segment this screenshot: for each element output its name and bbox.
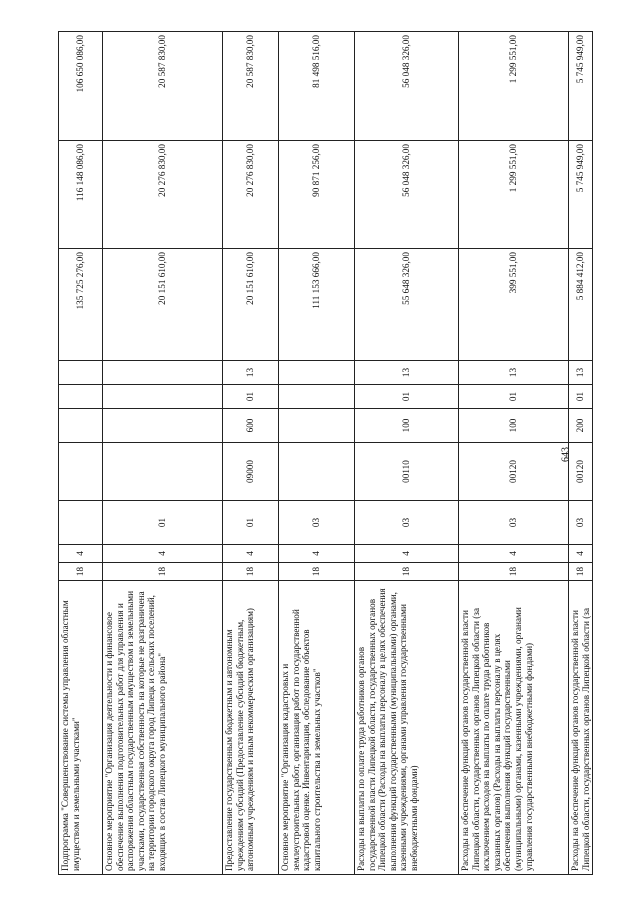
cell-amount-1: 111 153 666,00	[279, 249, 355, 361]
cell-amount-3: 20 587 830,00	[223, 32, 279, 141]
cell-code-f: 01	[355, 385, 459, 409]
table-row	[279, 32, 355, 875]
cell-code-g	[103, 361, 223, 385]
cell-amount-3: 56 048 326,00	[355, 32, 459, 141]
cell-code-c: 03	[569, 501, 593, 545]
cell-amount-2: 20 276 830,00	[103, 141, 223, 249]
cell-code-d: 00120	[459, 443, 569, 501]
cell-code-g: 13	[355, 361, 459, 385]
cell-code-a: 18	[459, 563, 569, 581]
cell-code-a: 18	[569, 563, 593, 581]
cell-code-c: 03	[355, 501, 459, 545]
cell-code-e: 600	[223, 409, 279, 443]
cell-code-a: 18	[223, 563, 279, 581]
table-viewport	[58, 32, 591, 875]
cell-code-e	[59, 409, 103, 443]
cell-amount-1: 399 551,00	[459, 249, 569, 361]
cell-amount-3: 106 650 086,00	[59, 32, 103, 141]
table-row	[59, 32, 103, 875]
cell-amount-2: 56 048 326,00	[355, 141, 459, 249]
cell-code-e: 100	[459, 409, 569, 443]
cell-code-e: 100	[355, 409, 459, 443]
cell-code-f	[103, 385, 223, 409]
cell-code-g: 13	[223, 361, 279, 385]
cell-amount-3: 1 299 551,00	[459, 32, 569, 141]
cell-code-d	[103, 443, 223, 501]
cell-amount-3: 5 745 949,00	[569, 32, 593, 141]
cell-code-c: 01	[223, 501, 279, 545]
cell-code-f: 01	[569, 385, 593, 409]
cell-code-f: 01	[223, 385, 279, 409]
cell-amount-1: 135 725 276,00	[59, 249, 103, 361]
cell-code-f: 01	[459, 385, 569, 409]
budget-table-rotated	[58, 32, 591, 875]
cell-code-b: 4	[59, 545, 103, 563]
cell-code-d: 09000	[223, 443, 279, 501]
cell-code-d	[59, 443, 103, 501]
cell-code-e	[279, 409, 355, 443]
row-name: Подпрограмма "Совершенствование системы управления областным имуществом и земельными участками"	[59, 581, 103, 875]
cell-code-b: 4	[459, 545, 569, 563]
cell-code-b: 4	[569, 545, 593, 563]
cell-amount-3: 81 498 516,00	[279, 32, 355, 141]
cell-code-c: 03	[459, 501, 569, 545]
cell-amount-2: 20 276 830,00	[223, 141, 279, 249]
cell-amount-2: 5 745 949,00	[569, 141, 593, 249]
cell-code-a: 18	[279, 563, 355, 581]
cell-amount-2: 116 148 086,00	[59, 141, 103, 249]
table-row	[355, 32, 459, 875]
cell-amount-1: 55 648 326,00	[355, 249, 459, 361]
cell-code-e	[103, 409, 223, 443]
cell-code-a: 18	[59, 563, 103, 581]
table-row	[569, 32, 593, 875]
cell-amount-1: 20 151 610,00	[223, 249, 279, 361]
cell-amount-2: 1 299 551,00	[459, 141, 569, 249]
table-row	[223, 32, 279, 875]
row-name: Расходы на выплаты по оплате труда работников органов государственной власти Липецкой области, государственных органов Липецкой области (Расходы на выплаты персоналу в целях обеспечения выполнения функций государственными (муниципальными) органами, казенными учреждениями, органами управления государственными внебюджетными фондами)	[355, 581, 459, 875]
cell-code-b: 4	[103, 545, 223, 563]
cell-code-b: 4	[279, 545, 355, 563]
cell-code-g: 13	[459, 361, 569, 385]
cell-amount-2: 90 871 256,00	[279, 141, 355, 249]
row-name: Предоставление государственным бюджетным и автономным учреждениям субсидий (Предоставление субсидий бюджетным, автономным учреждениям и иным некоммерческим организациям)	[223, 581, 279, 875]
cell-code-g	[279, 361, 355, 385]
row-name: Основное мероприятие "Организация деятельности и финансовое обеспечение выполнения подготовительных работ для управления и распоряжения областным государственным имуществом и земельными участками, государственная собственность на которые не разграничена на территории городского округа город Липецк и сельских поселений, входящих в состав Липецкого муниципального района"	[103, 581, 223, 875]
cell-amount-1: 20 151 610,00	[103, 249, 223, 361]
cell-code-c	[59, 501, 103, 545]
cell-amount-3: 20 587 830,00	[103, 32, 223, 141]
row-name: Расходы на обеспечение функций органов государственной власти Липецкой области, государственных органов Липецкой области (за исключением расходов на выплаты по оплате труда работников указанных органов) (Расходы на выплаты персоналу в целях обеспечения выполнения функций государственными (муниципальными) органами, казенными учреждениями, органами управления государственными внебюджетными фондами)	[459, 581, 569, 875]
table-row	[103, 32, 223, 875]
cell-code-a: 18	[355, 563, 459, 581]
row-name: Расходы на обеспечение функций органов государственной власти Липецкой области, государственных органов Липецкой области (за	[569, 581, 593, 875]
cell-code-f	[59, 385, 103, 409]
cell-code-f	[279, 385, 355, 409]
cell-code-d: 00120	[569, 443, 593, 501]
row-name: Основное мероприятие "Организация кадастровых и землеустроительных работ, организация работ по государственной кадастровой оценке. Инвентаризация, обследование объектов капитального строительства и земельных участков"	[279, 581, 355, 875]
cell-code-c: 03	[279, 501, 355, 545]
table-row	[459, 32, 569, 875]
cell-code-b: 4	[355, 545, 459, 563]
cell-amount-1: 5 884 412,00	[569, 249, 593, 361]
cell-code-e: 200	[569, 409, 593, 443]
cell-code-d	[279, 443, 355, 501]
page-number: 643	[560, 447, 572, 462]
cell-code-c: 01	[103, 501, 223, 545]
cell-code-a: 18	[103, 563, 223, 581]
cell-code-d: 00110	[355, 443, 459, 501]
cell-code-g: 13	[569, 361, 593, 385]
cell-code-b: 4	[223, 545, 279, 563]
budget-table	[58, 31, 593, 875]
cell-code-g	[59, 361, 103, 385]
